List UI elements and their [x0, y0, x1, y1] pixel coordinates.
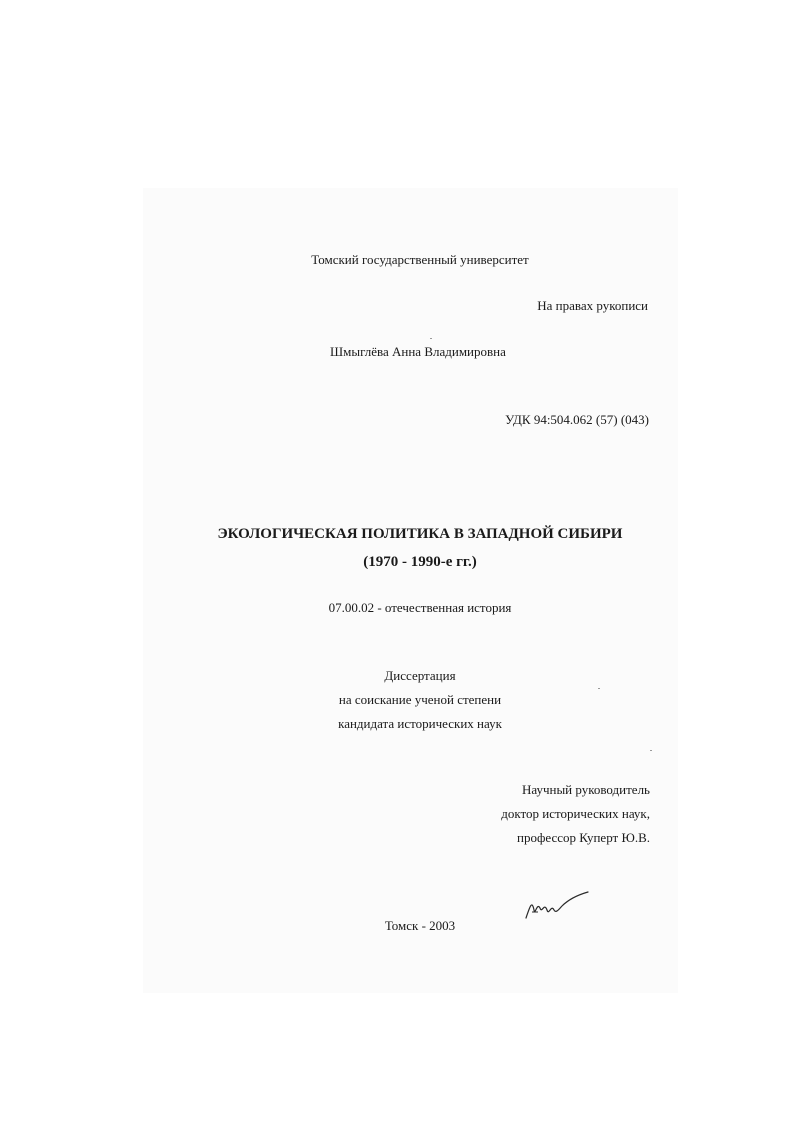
- author-name: Шмыглёва Анна Владимировна: [330, 344, 506, 359]
- city-year: Томск - 2003: [384, 918, 456, 933]
- udk-code: УДК 94:504.062 (57) (043): [505, 412, 649, 427]
- degree-purpose: на соискание ученой степени: [338, 692, 502, 707]
- thesis-period: (1970 - 1990-е гг.): [363, 554, 477, 570]
- advisor-name: профессор Куперт Ю.В.: [517, 830, 650, 845]
- university-name: Томский государственный университет: [311, 252, 529, 267]
- degree-type: Диссертация: [384, 668, 456, 683]
- scan-speck: [650, 750, 652, 751]
- rights-note: На правах рукописи: [537, 298, 648, 313]
- advisor-role: Научный руководитель: [521, 782, 650, 797]
- thesis-title: ЭКОЛОГИЧЕСКАЯ ПОЛИТИКА В ЗАПАДНОЙ СИБИРИ: [217, 526, 623, 542]
- scan-speck: [430, 338, 432, 339]
- specialty-code: 07.00.02 - отечественная история: [328, 600, 512, 615]
- degree-level: кандидата исторических наук: [338, 716, 502, 731]
- scan-speck: [598, 688, 600, 689]
- handwritten-signature: [522, 888, 592, 928]
- advisor-degree: доктор исторических наук,: [501, 806, 650, 821]
